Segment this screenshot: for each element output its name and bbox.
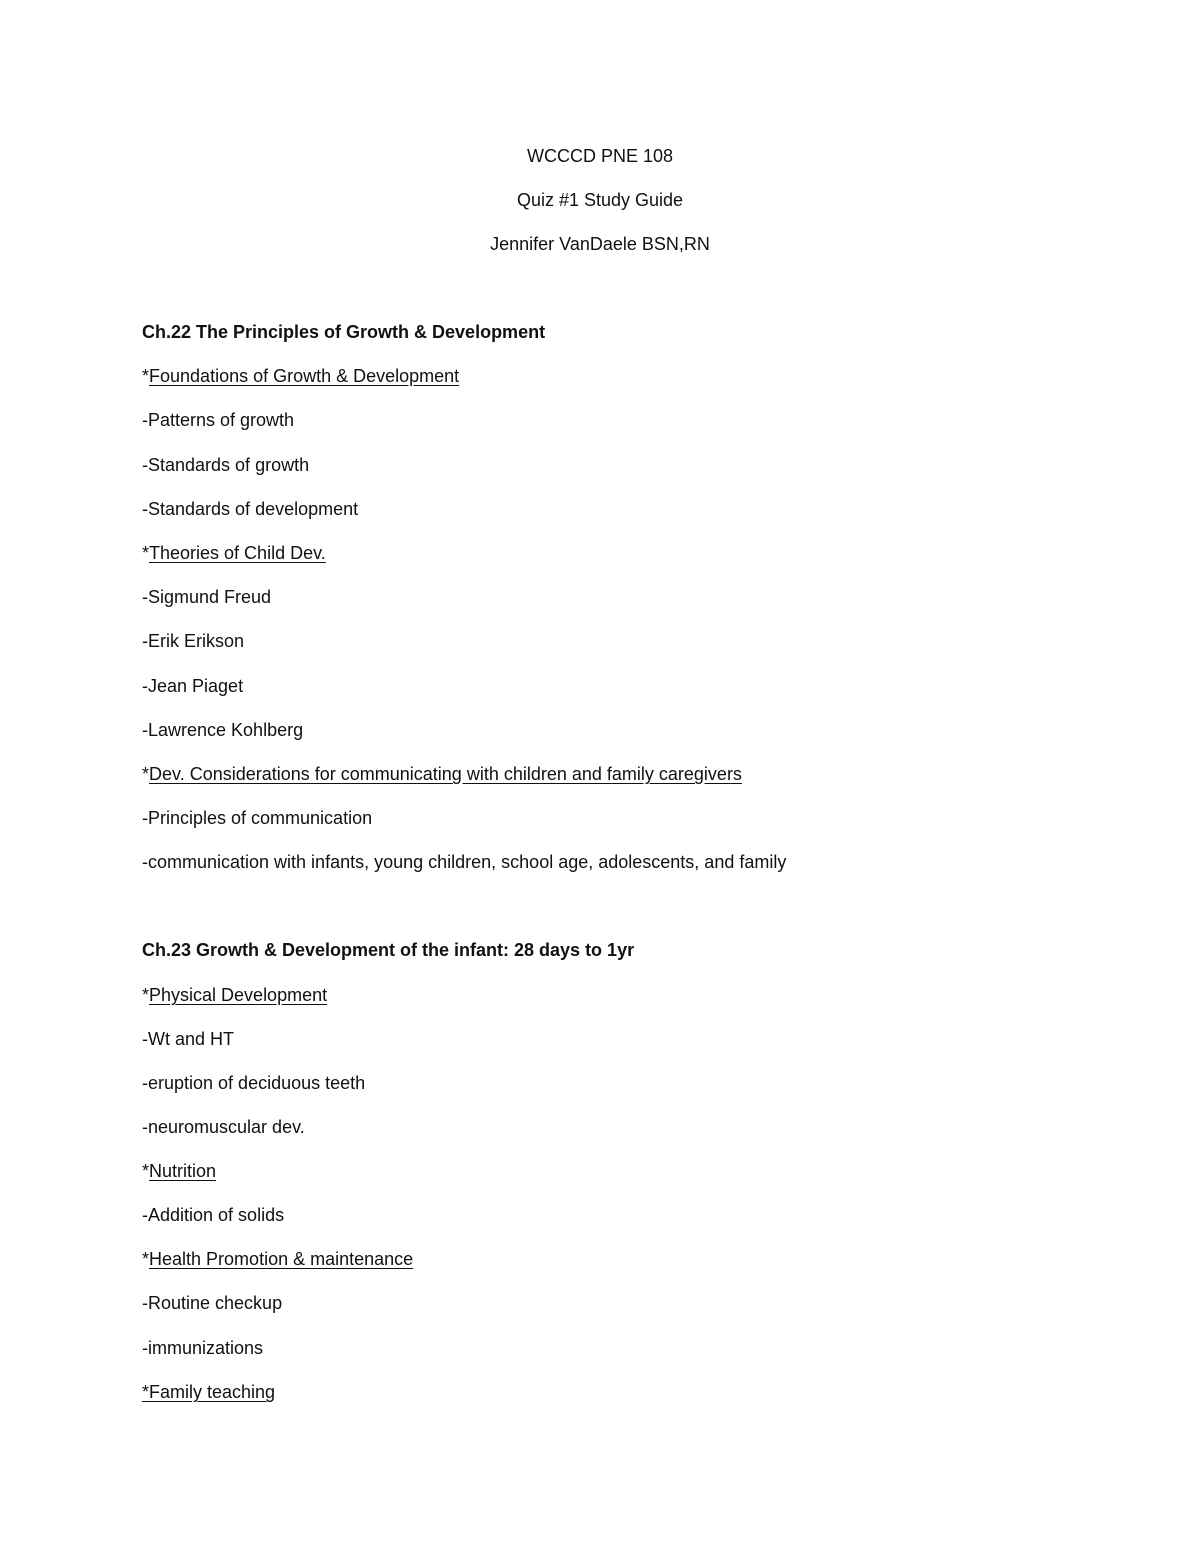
topic-star: * [142,543,150,563]
ch22-foundations-topic [142,365,459,387]
list-item: -Sigmund Freud [142,587,272,607]
course-title: WCCCD PNE 108 [526,146,674,166]
list-item: -Jean Piaget [142,676,244,696]
list-item: -Standards of growth [142,455,310,475]
list-item: -Standards of development [142,499,359,519]
ch23-nutrition-topic [142,1160,216,1182]
list-item: -immunizations [142,1338,264,1358]
list-item: -neuromuscular dev. [142,1117,305,1137]
topic-label: Dev. Considerations for communicating with children and family caregivers [149,764,742,784]
author-line: Jennifer VanDaele BSN,RN [490,234,710,254]
list-item: -Principles of communication [142,808,373,828]
topic-label: Theories of Child Dev. [149,543,326,563]
list-item: -communication with infants, young children, school age, adolescents, and family [142,852,787,872]
list-item: -Erik Erikson [142,631,245,651]
list-item: -Wt and HT [142,1029,235,1049]
topic-label: Physical Development [149,985,328,1005]
topic-label: Foundations of Growth & Development [149,366,460,386]
list-item: -Lawrence Kohlberg [142,720,304,740]
topic-star: * [142,1161,150,1181]
ch23-family-teaching-topic: *Family teaching [142,1382,276,1402]
topic-star: * [142,985,150,1005]
ch22-heading: Ch.22 The Principles of Growth & Development [142,322,546,342]
ch23-physical-topic [142,984,327,1006]
list-item: -Routine checkup [142,1293,283,1313]
topic-star: * [142,764,150,784]
topic-label: Nutrition [149,1161,217,1181]
ch22-communication-topic [142,763,742,785]
list-item: -eruption of deciduous teeth [142,1073,366,1093]
list-item: -Patterns of growth [142,410,295,430]
topic-label: Health Promotion & maintenance [149,1249,414,1269]
document-title: Quiz #1 Study Guide [516,190,684,210]
list-item: -Addition of solids [142,1205,285,1225]
topic-star: * [142,1249,150,1269]
ch23-health-topic [142,1248,413,1270]
ch23-heading: Ch.23 Growth & Development of the infant: 28 days to 1yr [142,940,635,960]
ch22-theories-topic [142,542,326,564]
topic-star: * [142,366,150,386]
